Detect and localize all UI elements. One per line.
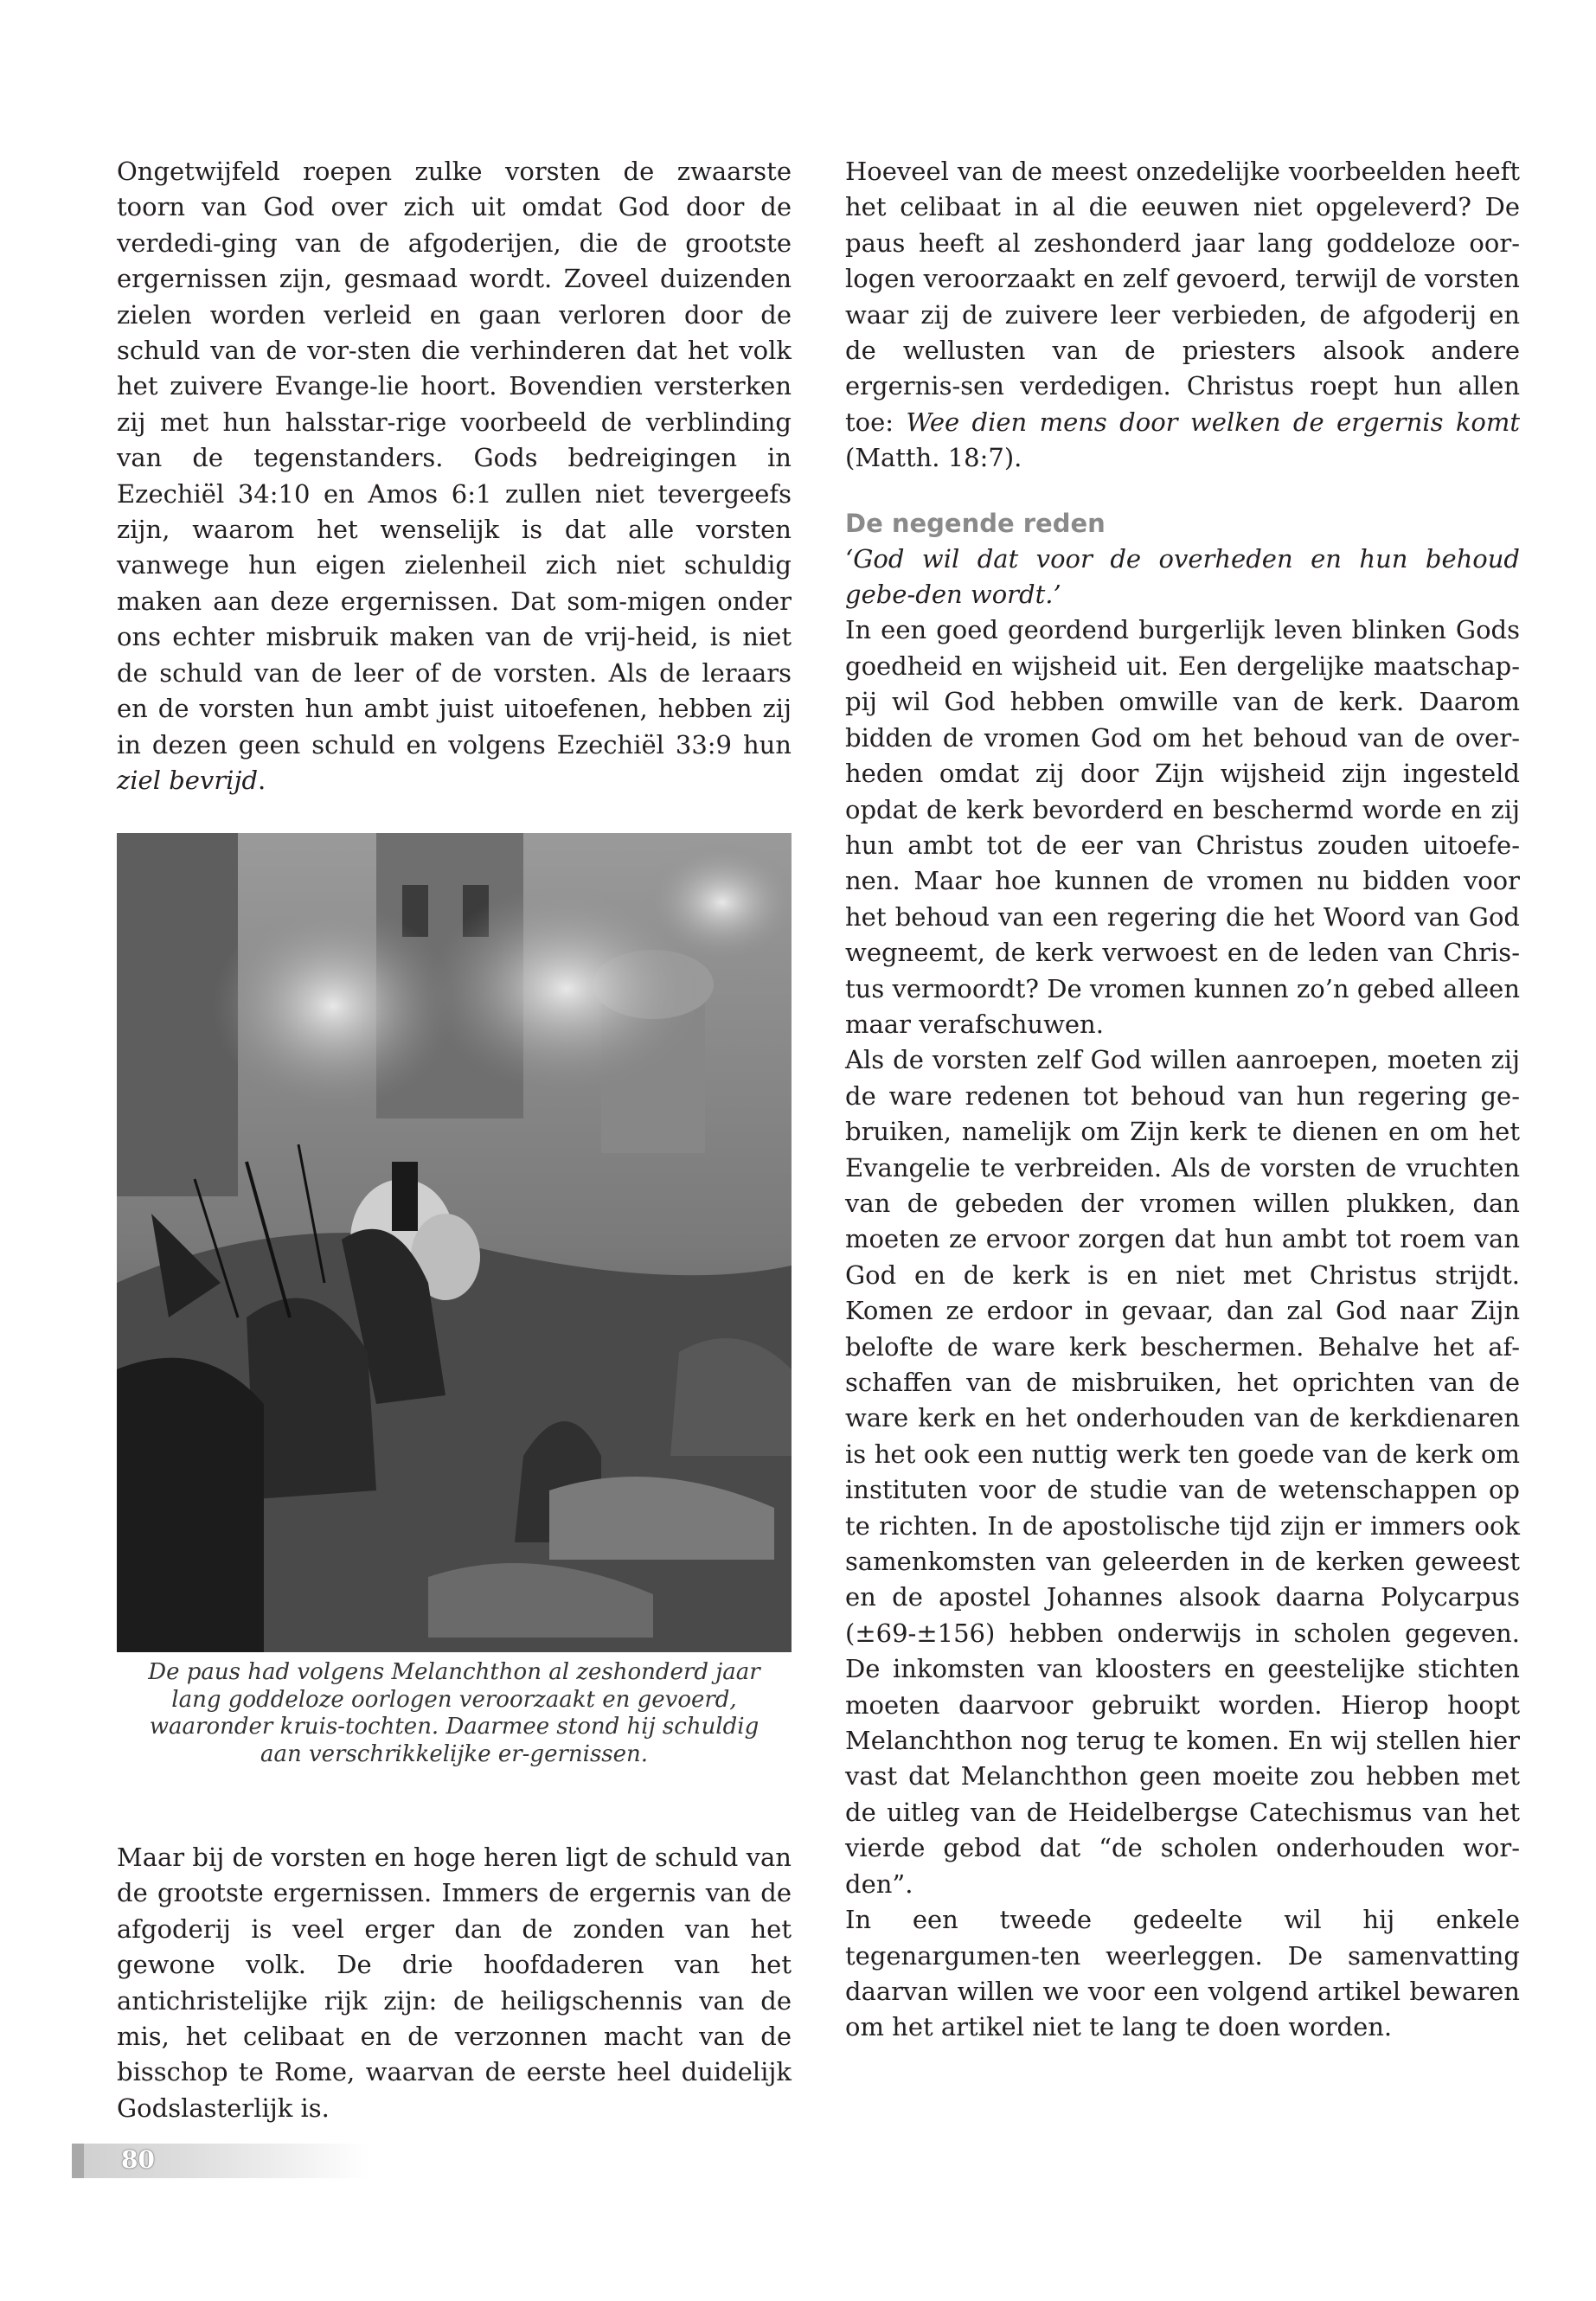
page-number: 80 <box>121 2145 155 2174</box>
footer-accent-bar <box>72 2144 84 2178</box>
body-paragraph: In een goed geordend burgerlijk leven blinken Gods goedheid en wijsheid uit. Een dergelijke maatschap-pij wil God hebben omwille van de kerk. Daarom bidden de vromen God om het behoud van de over-heden omdat zij door Zijn wijsheid zijn ingesteld opdat de kerk bevorderd en beschermd worde en zij hun ambt tot de eer van Christus zouden uitoefe-nen. Maar hoe kunnen de vromen nu bidden voor het behoud van een regering die het Woord van God wegneemt, de kerk verwoest en de leden van Chris-tus vermoordt? De vromen kunnen zo’n gebed alleen maar verafschuwen. <box>845 615 1520 1039</box>
right-column <box>845 154 1520 2046</box>
section-heading: De negende reden <box>845 508 1106 538</box>
body-paragraph: Ongetwijfeld roepen zulke vorsten de zwaarste toorn van God over zich uit omdat God door de verdedi-ging van de afgoderijen, die de grootste ergernissen zijn, gesmaad wordt. Zoveel duizenden zielen worden verleid en gaan verloren door de schuld van de vor-sten die verhinderen dat het volk het zuivere Evange-lie hoort. Bovendien versterken zij met hun halsstar-rige voorbeeld de verblinding van de tegenstanders. Gods bedreigingen in Ezechiël 34:10 en Amos 6:1 zullen niet tevergeefs zijn, waarom het wenselijk is dat alle vorsten vanwege hun eigen zielenheil zich niet schuldig maken aan deze ergernissen. Dat som-migen onder ons echter misbruik maken van de vrij-heid, is niet de schuld van de leer of de vorsten. Als de leraars en de vorsten hun ambt juist uitoefenen, hebben zij in dezen geen schuld en volgens Ezechiël 33:9 hun ziel bevrijd. <box>117 157 792 795</box>
body-paragraph: Hoeveel van de meest onzedelijke voorbeelden heeft het celibaat in al die eeuwen niet opgeleverd? De paus heeft al zeshonderd jaar lang goddeloze oor-logen veroorzaakt en zelf gevoerd, terwijl de vorsten waar zij de zuivere leer verbieden, de afgoderij en de wellusten van de priesters alsook andere ergernis-sen verdedigen. Christus roept hun allen toe: Wee dien mens door welken de ergernis komt (Matth. 18:7). <box>845 157 1521 473</box>
engraving-illustration <box>117 833 792 1652</box>
page-footer-band <box>72 2144 370 2178</box>
body-paragraph: Maar bij de vorsten en hoge heren ligt de schuld van de grootste ergernissen. Immers de ergernis van de afgoderij is veel erger dan de zonden van het gewone volk. De drie hoofdaderen van het antichristelijke rijk zijn: de heiligschennis van de mis, het celibaat en de verzonnen macht van de bisschop te Rome, waarvan de eerste heel duidelijk Godslasterlijk is. <box>117 1843 792 2123</box>
italic-phrase: ziel bevrijd <box>117 765 259 795</box>
body-paragraph: In een tweede gedeelte wil hij enkele tegenargumen-ten weerleggen. De samenvatting daarvan willen we voor een volgend artikel bewaren om het artikel niet te lang te doen worden. <box>845 1905 1520 2042</box>
italic-quote: Wee dien mens door welken de ergernis komt <box>906 407 1521 437</box>
section-quote: ‘God wil dat voor de overheden en hun behoud gebe-den wordt.’ <box>845 543 1520 610</box>
body-paragraph: Als de vorsten zelf God willen aanroepen, moeten zij de ware redenen tot behoud van hun regering ge-bruiken, namelijk om Zijn kerk te dienen en om het Evangelie te verbreiden. Als de vorsten de vruchten van de gebeden der vromen willen plukken, dan moeten ze ervoor zorgen dat hun ambt tot roem van God en de kerk is en niet met Christus strijdt. Komen ze erdoor in gevaar, dan zal God naar Zijn belofte de ware kerk beschermen. Behalve het af-schaffen van de misbruiken, het oprichten van de ware kerk en het onderhouden van de kerkdienaren is het ook een nuttig werk ten goede van de kerk om instituten voor de studie van de wetenschappen op te richten. In de apostolische tijd zijn er immers ook samenkomsten van geleerden in de kerken geweest en de apostel Johannes alsook daarna Polycarpus (±69-±156) hebben onderwijs in scholen gegeven. De inkomsten van kloosters en geestelijke stichten moeten daarvoor gebruikt worden. Hierop hoopt Melanchthon nog terug te komen. En wij stellen hier vast dat Melanchthon geen moeite zou hebben met de uitleg van de Heidelbergse Catechismus van het vierde gebod dat “de scholen onderhouden wor-den”. <box>845 1045 1520 1899</box>
figure-caption: De paus had volgens Melanchthon al zeshonderd jaar lang goddeloze oorlogen veroorzaakt en gevoerd, waaronder kruis-tochten. Daarmee stond hij schuldig aan verschrikkelijke er-gernissen. <box>148 1659 760 1767</box>
figure <box>117 833 792 1768</box>
left-column-lower <box>117 1840 792 2126</box>
left-column <box>117 154 792 798</box>
